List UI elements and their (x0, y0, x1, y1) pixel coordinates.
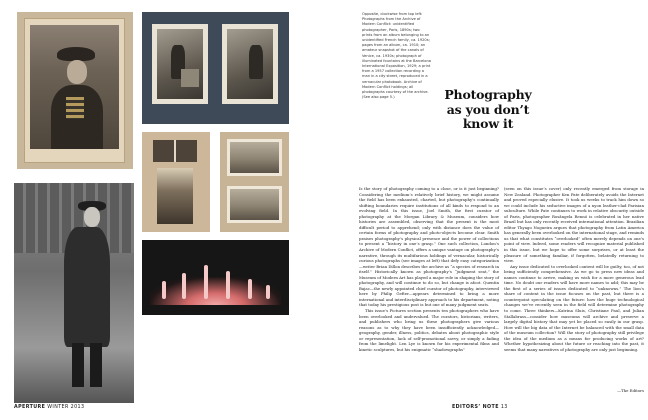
body-column-1 (359, 186, 499, 352)
photo-general-portrait (17, 12, 133, 169)
folio-right-page: 13 (500, 405, 508, 410)
title-line-1: Photography (444, 87, 532, 102)
photo-caption: Opposite, clockwise from top left: Photographs from the Archive of Modern Conflict: unidentified photographer, Paris, 1890s; two prints from an album belonging to an unidentified French family, ca. 1920s; pages from an album, ca. 1910; an amateur snapshot of the canals of Venice, ca. 1930s; photograph of illuminated fountains at the Barcelona International Exposition, 1929; a print from a 1957 collection recording a man in a city street, reproduced in a vernacular photobook. Archive of Modern Conflict holdings; all photographs courtesy of the archive. (See also page 5.) (362, 12, 431, 100)
photo-man-in-overcoat (14, 183, 134, 403)
body-column-2 (504, 186, 644, 352)
folio-left-label: APERTURE (14, 405, 46, 410)
photo-sepia-album-page (142, 132, 210, 232)
photo-album-prints (142, 12, 289, 124)
folio-right (452, 405, 508, 410)
folio-right-label: EDITORS’ NOTE (452, 405, 499, 410)
body-paragraph: Is the story of photography coming to a close, or is it just beginning? Considering the medium’s relatively brief history, we might assume the field has been exhausted, charted, but photography’s continually shifting boundaries require institutions of all kinds to respond to an evolving field. In this issue, Joel Smith, the first curator of photography at the Morgan Library & Museum, considers how histories are assembled, observing that the present is the most difficult period to apprehend; only with distance does the value of certain forms of photography and photo-objects become clear. Smith praises photography’s physical presence and the power of collections to present a “history in one’s grasp.” One such collection, London’s Archive of Modern Conflict, offers a unique vantage on photography’s narrative, through its multifarious holdings of vernacular, historically curious photographs (see images at left) that defy easy categorization—writer Brian Dillon describes the archive as “a species of research in itself.” Historically known as photography’s “judgment seat,” the Museum of Modern Art has played a major role in shaping the story of photography, and will continue to do so, but change is afoot. Quentin Bajac—the newly appointed chief curator of photography, interviewed here by Philip Gefter—appears determined to bring a more international and interdisciplinary approach to his department, noting that today his prestigious post is but one of many judgment seats. (359, 186, 499, 308)
folio-left-issue: WINTER 2013 (47, 405, 85, 410)
folio-left (14, 405, 84, 410)
body-paragraph: (seen on this issue’s cover) only recently emerged from storage in New Zealand. Photographer Ken Pate deliberately avoids the Internet and proved especially elusive. It took us weeks to track him down so we could include his seductive images of a nyon leather-clad Parisian subculture. While Pate continues to work in relative obscurity outside of Paris, photographer Rosângela Rennó is celebrated in her native Brazil but has only recently received international attention. Brazilian editor Thyago Nogueira argues that photography from Latin America has generally been overlooked on the international stage, and reminds us that what constitutes “overlooked” often merely depends on one’s point of view. Indeed, some readers will recognize material published in this issue, but we hope to offer some surprises, or at least the pleasure of something familiar, if forgotten, belatedly returning to view. (504, 186, 644, 264)
page-title (438, 88, 538, 132)
photo-landscape-prints (220, 132, 289, 232)
signature: —The Editors (617, 388, 644, 393)
photo-illuminated-fountains (142, 240, 289, 315)
title-line-2: as you don’t know it (446, 101, 530, 131)
body-paragraph: Any issue dedicated to overlooked content will be guilty, too, of not being sufficiently comprehensive. As we go to press new ideas and names continue to arrive, making us wish for a more generous lead time. No doubt our readers will have more names to add; this may be the first of a series of issues dedicated to “unknowns.” The lion’s share of content in the issue focuses on the past, but there is a counterpoint speculating on the future: how the huge technological changes we’ve recently seen in the field will determine photography to come. Three thinkers—Katrina Sluis, Christiane Paul, and Julian Stallabrass—consider how museums will archive and preserve a largely digital history that may yet be placed so easily in our grasp. How will the big data of the Internet be balanced with the small data of the museum collection? Will the story of photography still privilege the idea of the medium as a means for producing works of art? Whether hypothesizing about the future or reaching into the past, it seems that many narratives of photography are only just beginning. (504, 263, 644, 352)
body-paragraph: This issue’s Pictures section presents ten photographers who have been overlooked and undervalued. The curators, historians, writers, and publishers who bring us these photographers give various reasons as to why they have been insufficiently acknowledged—geography, gender, illness, politics, debates about photographic style or representation, lack of self-promotional savvy, or simply a fading from the limelight. Len Lye is known for his experimental films and kinetic sculptures, but his enigmatic “shadowgraphs” (359, 308, 499, 352)
